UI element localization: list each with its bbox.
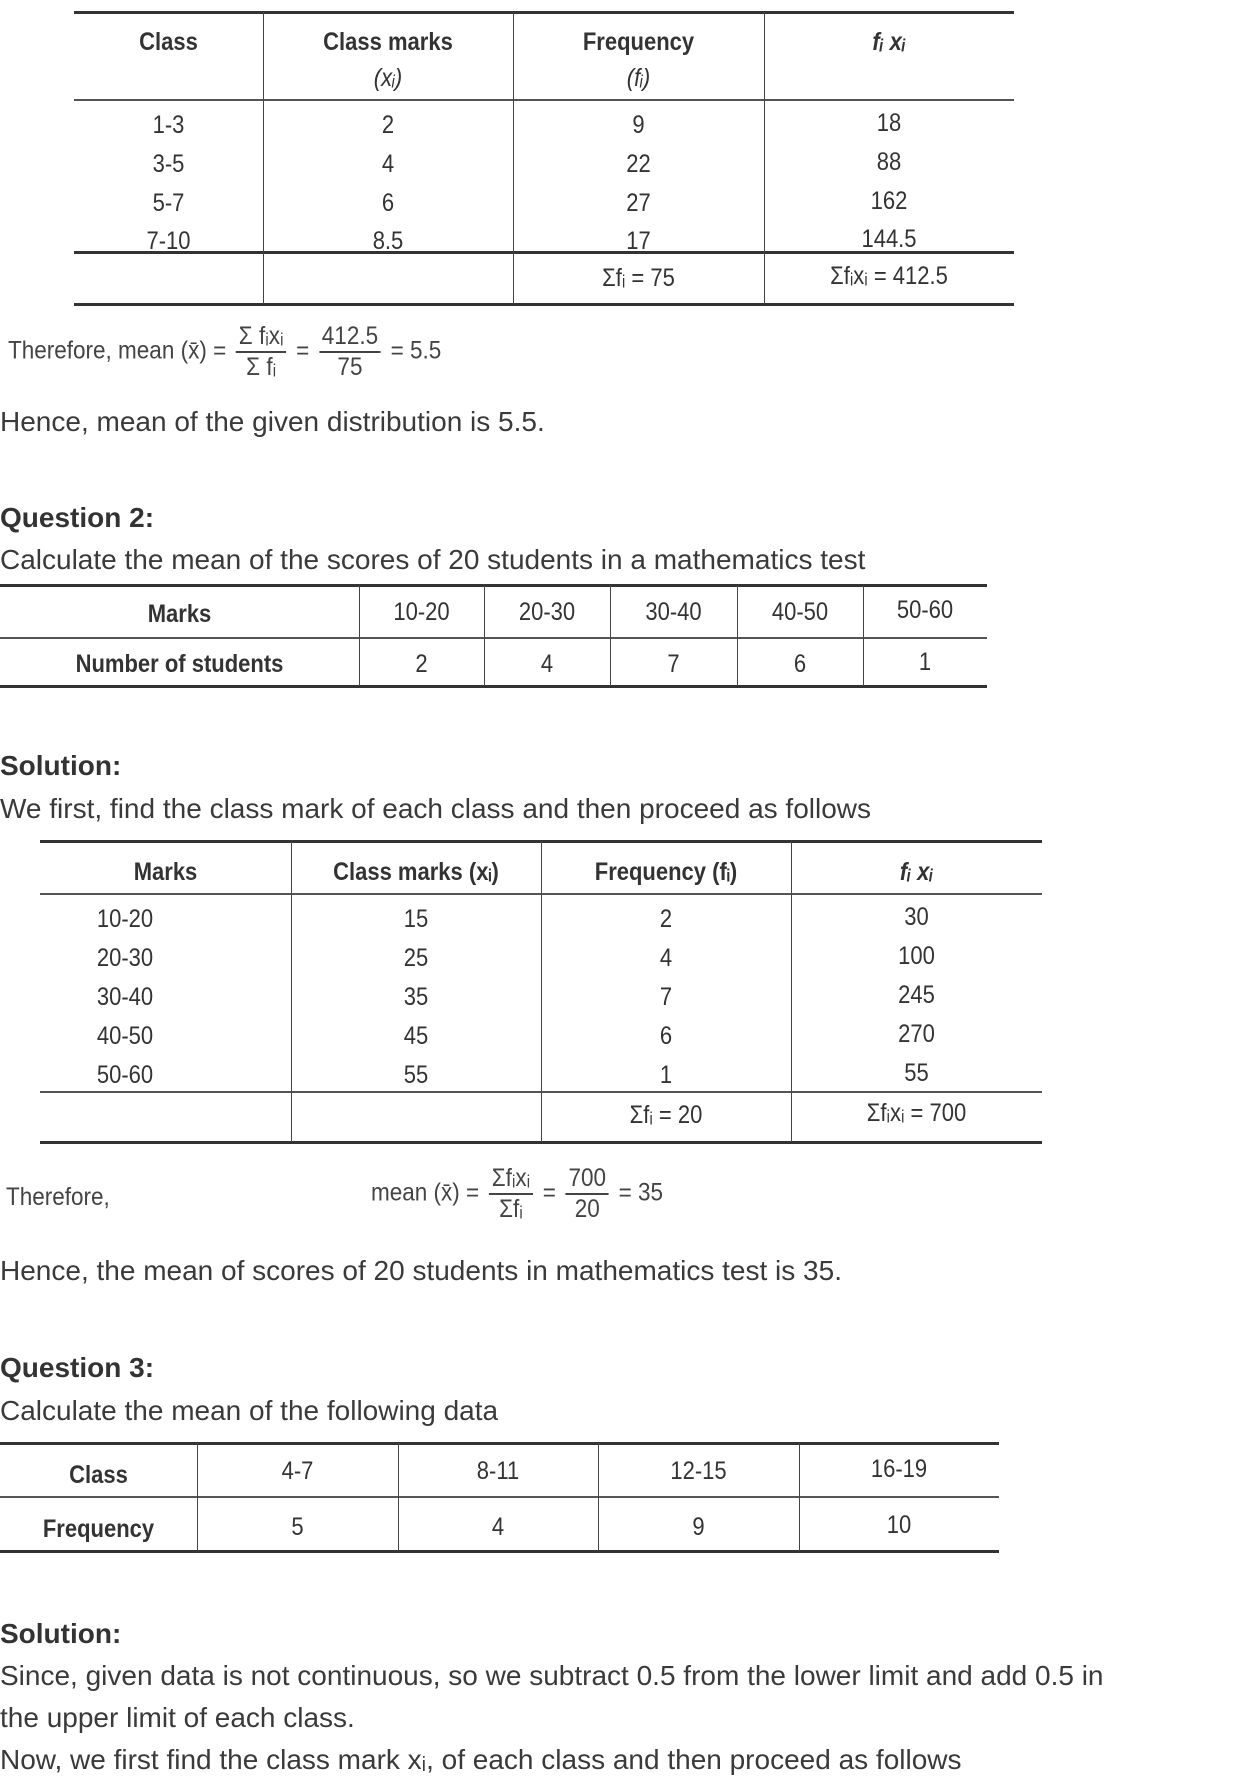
question-2-text: Calculate the mean of the scores of 20 students in a mathematics test — [0, 544, 866, 575]
column-divider — [610, 585, 611, 686]
formula-lhs: Therefore, mean (x̄) = — [8, 336, 227, 365]
table-rule — [0, 1496, 999, 1498]
cell: 35 — [403, 983, 429, 1011]
column-divider — [764, 12, 765, 304]
solution-2-title: Solution: — [0, 750, 122, 781]
cell: 6 — [381, 189, 395, 217]
cell: 88 — [876, 148, 902, 176]
row-header: Frequency — [42, 1515, 155, 1543]
cell: 12-15 — [670, 1457, 727, 1485]
formula-result: = 35 — [618, 1178, 664, 1207]
cell: 40-50 — [771, 598, 829, 626]
cell: 8-11 — [476, 1457, 520, 1485]
cell: 22 — [626, 150, 651, 178]
header-fi: (fᵢ) — [626, 64, 651, 92]
cell: 2 — [659, 905, 673, 933]
cell: 270 — [898, 1020, 935, 1048]
header-class-marks: Class marks — [323, 28, 453, 56]
header-fixi: fᵢ xᵢ — [872, 28, 906, 56]
denominator: Σfᵢ — [499, 1195, 523, 1223]
cell: 5 — [291, 1513, 304, 1541]
numerator: Σ fᵢxᵢ — [236, 322, 286, 353]
fraction — [566, 1164, 609, 1224]
formula-result: = 5.5 — [390, 336, 442, 365]
cell: 4 — [491, 1513, 505, 1541]
solution-2-text: We first, find the class mark of each class and then proceed as follows — [0, 793, 872, 824]
table-rule — [0, 637, 987, 639]
table-rule — [0, 584, 987, 587]
header-fixi: fᵢ xᵢ — [899, 858, 934, 886]
cell: 2 — [381, 111, 395, 139]
sum-f: Σfᵢ = 20 — [629, 1101, 703, 1129]
cell: 27 — [626, 189, 651, 217]
column-divider — [513, 12, 514, 304]
cell: 4 — [540, 650, 554, 678]
numerator: Σfᵢxᵢ — [489, 1164, 533, 1195]
cell: 1 — [659, 1061, 673, 1089]
cell: 7-10 — [146, 227, 191, 255]
cell: 245 — [898, 981, 935, 1009]
row-header: Number of students — [75, 650, 284, 678]
header-frequency: Frequency (fᵢ) — [594, 858, 738, 886]
column-divider — [197, 1443, 198, 1551]
cell: 15 — [403, 905, 429, 933]
cell: 7 — [667, 650, 680, 678]
sum-f: Σfᵢ = 75 — [602, 264, 675, 292]
sum-fx: Σfᵢxᵢ = 412.5 — [830, 262, 948, 290]
sum-fx: Σfᵢxᵢ = 700 — [866, 1099, 967, 1127]
cell: 2 — [415, 650, 428, 678]
cell: 16-19 — [870, 1455, 928, 1483]
mean-formula-1 — [8, 322, 441, 382]
question-3-text: Calculate the mean of the following data — [0, 1395, 499, 1426]
header-class-marks: Class marks (xᵢ) — [333, 858, 499, 886]
row-header: Marks — [147, 600, 212, 628]
column-divider — [791, 841, 792, 1142]
formula-lhs: mean (x̄) = — [371, 1178, 480, 1207]
table-rule — [0, 1550, 999, 1553]
table-rule — [74, 99, 1014, 101]
cell: 10 — [886, 1511, 912, 1539]
denominator: 75 — [337, 353, 363, 381]
cell: 17 — [626, 227, 651, 255]
cell: 10-20 — [96, 905, 154, 933]
numerator: 412.5 — [319, 322, 381, 353]
therefore-label: Therefore, — [6, 1183, 110, 1211]
cell: 162 — [870, 187, 908, 215]
question-3-title: Question 3: — [0, 1352, 155, 1383]
cell: 4 — [659, 944, 673, 972]
solution-3-line: Since, given data is not continuous, so we subtract 0.5 from the lower limit and add 0.5 in — [0, 1660, 1104, 1691]
cell: 50-60 — [896, 596, 954, 624]
solution-3-line: the upper limit of each class. — [0, 1702, 355, 1733]
table-rule — [0, 685, 987, 688]
cell: 1-3 — [152, 111, 185, 139]
cell: 55 — [403, 1061, 429, 1089]
cell: 6 — [659, 1022, 673, 1050]
cell: 7 — [659, 983, 673, 1011]
column-divider — [398, 1443, 399, 1551]
conclusion-text-2: Hence, the mean of scores of 20 students in mathematics test is 35. — [0, 1255, 842, 1286]
equals: = — [542, 1178, 556, 1207]
cell: 5-7 — [152, 189, 185, 217]
cell: 10-20 — [393, 598, 450, 626]
column-divider — [291, 841, 292, 1142]
cell: 30-40 — [96, 983, 154, 1011]
cell: 100 — [898, 942, 935, 970]
cell: 45 — [403, 1022, 429, 1050]
cell: 40-50 — [96, 1022, 154, 1050]
cell: 20-30 — [518, 598, 576, 626]
denominator: Σ fᵢ — [246, 353, 277, 381]
column-divider — [263, 12, 264, 304]
table-rule — [74, 11, 1014, 14]
header-class: Class — [139, 28, 198, 56]
equals: = — [296, 336, 310, 365]
row-header: Class — [69, 1461, 128, 1489]
table-rule — [0, 1442, 999, 1445]
cell: 6 — [793, 650, 807, 678]
cell: 9 — [632, 111, 645, 139]
cell: 50-60 — [96, 1061, 154, 1089]
cell: 18 — [876, 109, 902, 137]
column-divider — [359, 585, 360, 686]
cell: 8.5 — [372, 227, 404, 255]
header-marks: Marks — [133, 858, 198, 886]
column-divider — [799, 1443, 800, 1551]
column-divider — [598, 1443, 599, 1551]
header-xi: (xᵢ) — [373, 64, 403, 92]
column-divider — [484, 585, 485, 686]
fraction — [319, 322, 381, 382]
cell: 4-7 — [281, 1457, 314, 1485]
solution-3-line: Now, we first find the class mark xᵢ, of each class and then proceed as follows — [0, 1744, 962, 1775]
mean-formula-2 — [371, 1164, 663, 1224]
column-divider — [541, 841, 542, 1142]
column-divider — [863, 585, 864, 686]
cell: 25 — [403, 944, 429, 972]
denominator: 20 — [574, 1195, 600, 1223]
solution-3-title: Solution: — [0, 1618, 122, 1649]
cell: 9 — [692, 1513, 705, 1541]
cell: 30 — [904, 903, 929, 931]
numerator: 700 — [566, 1164, 609, 1195]
cell: 30-40 — [645, 598, 702, 626]
cell: 3-5 — [152, 150, 185, 178]
question-2-title: Question 2: — [0, 502, 155, 533]
header-frequency: Frequency — [582, 28, 695, 56]
cell: 144.5 — [861, 225, 917, 253]
cell: 20-30 — [96, 944, 154, 972]
cell: 55 — [904, 1059, 929, 1087]
column-divider — [737, 585, 738, 686]
conclusion-text: Hence, mean of the given distribution is 5.5. — [0, 406, 545, 437]
fraction — [236, 322, 286, 382]
cell: 1 — [918, 648, 932, 676]
fraction — [489, 1164, 533, 1224]
cell: 4 — [381, 150, 395, 178]
table-rule — [74, 303, 1014, 306]
